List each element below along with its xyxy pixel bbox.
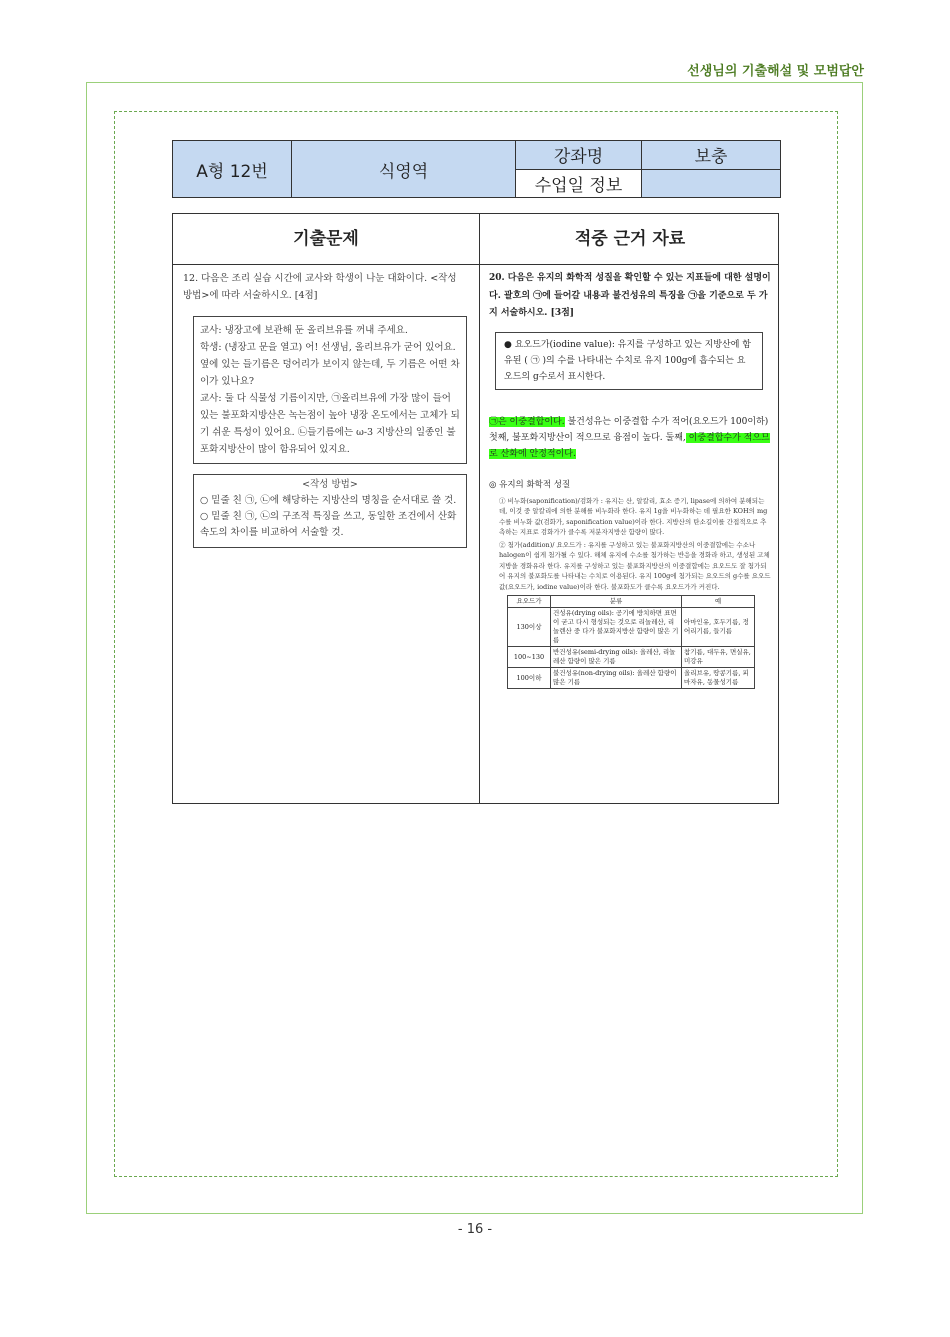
table-row bbox=[508, 668, 755, 689]
answer-paragraph bbox=[489, 414, 771, 462]
condition-item: ○ 밑줄 친 ㉠, ㉡의 구조적 특징을 쓰고, 동일한 조건에서 산화 속도의 차이를 비교하여 서술할 것. bbox=[200, 511, 457, 538]
conditions-box bbox=[193, 474, 467, 548]
dialog-line: 교사: 둘 다 식물성 기름이지만, ㉠올리브유에 가장 많이 들어 있는 불포화지방산은 녹는점이 높아 냉장 온도에서는 고체가 되기 쉬운 특성이 있어요. ㉡들기름에는 ω-3 지방산의 일종인 불포화지방산이 많이 함유되어 있지요. bbox=[200, 393, 460, 455]
table-cell: 참기름, 대두유, 면실유, 미강유 bbox=[682, 647, 755, 668]
section-title: ◎ 유지의 화학적 성질 bbox=[489, 479, 571, 490]
dialog-box bbox=[193, 316, 467, 464]
page-number: - 16 - bbox=[457, 1222, 493, 1237]
bullet-icon: ● bbox=[504, 339, 512, 350]
course-value-cell: 보충 bbox=[642, 141, 781, 170]
info-table bbox=[172, 140, 781, 198]
iodine-value-text: 요오드가(iodine value): 유지를 구성하고 있는 지방산에 함유된 ( ㉠ )의 수를 나타내는 수치로 유지 100g에 흡수되는 요오드의 g수로서 표시한다. bbox=[504, 339, 751, 382]
dialog-line: 교사: 냉장고에 보관해 둔 올리브유를 꺼내 주세요. bbox=[200, 325, 408, 336]
question-12 bbox=[183, 270, 467, 548]
conditions-title: <작성 방법> bbox=[302, 479, 358, 490]
date-label-cell: 수업일 정보 bbox=[516, 169, 642, 198]
dialog-line: 학생: (냉장고 문을 열고) 어! 선생님, 올리브유가 굳어 있어요. 옆에 있는 들기름은 덩어리가 보이지 않는데, 두 기름은 어떤 차이가 있나요? bbox=[200, 342, 460, 387]
table-row bbox=[508, 608, 755, 647]
course-label-cell: 강좌명 bbox=[516, 141, 642, 170]
table-cell: 100이하 bbox=[508, 668, 551, 689]
comparison-box bbox=[172, 213, 779, 804]
right-column-title: 적중 근거 자료 bbox=[574, 229, 686, 249]
table-cell: 불건성유(non-drying oils): 올레산 함량이 많은 기름 bbox=[551, 668, 682, 689]
answer-highlight: ㉠은 이중결합이다. bbox=[489, 416, 565, 427]
table-header: 요오드가 bbox=[508, 596, 551, 608]
answer-text: 불건성유는 이중결합 수가 적어(요오드가 100이하) 첫째, 불포화지방산이 적으므로 융점이 높다. 둘째, bbox=[489, 416, 769, 443]
table-cell: 건성유(drying oils): 공기에 방치하면 표면이 굳고 다시 형성되는 것으로 리놀레산, 리놀렌산 중 다가 불포화지방산 함량이 많은 기름 bbox=[551, 608, 682, 647]
table-cell: 130이상 bbox=[508, 608, 551, 647]
iodine-value-box bbox=[495, 332, 763, 390]
answer-highlight: 이중결합수가 적으므로 산화에 안정적이다. bbox=[489, 432, 770, 459]
left-column-title: 기출문제 bbox=[293, 229, 359, 249]
question-20 bbox=[489, 270, 771, 689]
question-20-text: 20. 다음은 유지의 화학적 성질을 확인할 수 있는 지표들에 대한 설명이다. 괄호의 ㉠에 들어갈 내용과 불건성유의 특징을 ㉠을 기준으로 두 가지 서술하시오. [3점] bbox=[489, 273, 771, 318]
table-cell: 100~130 bbox=[508, 647, 551, 668]
date-value-cell bbox=[642, 169, 781, 198]
exam-cell: A형 12번 bbox=[173, 141, 292, 198]
iodine-table bbox=[507, 595, 755, 689]
table-header: 분류 bbox=[551, 596, 682, 608]
column-divider bbox=[479, 214, 480, 803]
question-12-intro: 12. 다음은 조리 실습 시간에 교사와 학생이 나눈 대화이다. <작성 방법>에 따라 서술하시오. [4점] bbox=[183, 273, 457, 301]
saponification-item: ① 비누화(saponification)/검화가 : 유지는 산, 알칼리, 효소 증기, lipase에 의하여 분해되는데, 이것 중 알칼리에 의한 분해를 비누화라 한다. 유지 1g을 비누화하는 데 필요한 KOH의 mg수를 비누화 값(검화가, saponification value)이라 한다. 지방산의 탄소길이를 간접적으로 추측하는 지표로 검화가가 클수록 저분자지방산 함량이 많다. bbox=[499, 496, 768, 536]
page-header-title: 선생님의 기출해설 및 모범답안 bbox=[687, 64, 864, 79]
table-cell: 올리브유, 땅콩기름, 피마자유, 동물성기름 bbox=[682, 668, 755, 689]
table-row bbox=[508, 647, 755, 668]
area-cell: 식영역 bbox=[292, 141, 516, 198]
addition-item: ② 첨가(addition)/ 요오드가 : 유지를 구성하고 있는 불포화지방산의 이중결합에는 수소나 halogen이 쉽게 첨가될 수 있다. 해체 유지에 수소를 첨가하는 반응을 경화라 하고, 생성된 고체 지방을 경화유라 한다. 유지를 구성하고 있는 불포화지방산의 이중결합에는 요오드도 잘 첨가되어 유지의 불포화도를 나타내는 수치로 이용된다. 유지 100g에 첨가되는 요오드의 g수를 요오드 값(요오드가, iodine value)이라 한다. 불포화도가 클수록 요오드가가 커진다. bbox=[499, 540, 771, 591]
table-header: 예 bbox=[682, 596, 755, 608]
table-cell: 아마인유, 호두기름, 정어리기름, 들기름 bbox=[682, 608, 755, 647]
table-cell: 반건성유(semi-drying oils): 올레산, 리놀레산 함량이 많은 기름 bbox=[551, 647, 682, 668]
condition-item: ○ 밑줄 친 ㉠, ㉡에 해당하는 지방산의 명칭을 순서대로 쓸 것. bbox=[200, 495, 457, 506]
column-header-row bbox=[173, 214, 778, 265]
